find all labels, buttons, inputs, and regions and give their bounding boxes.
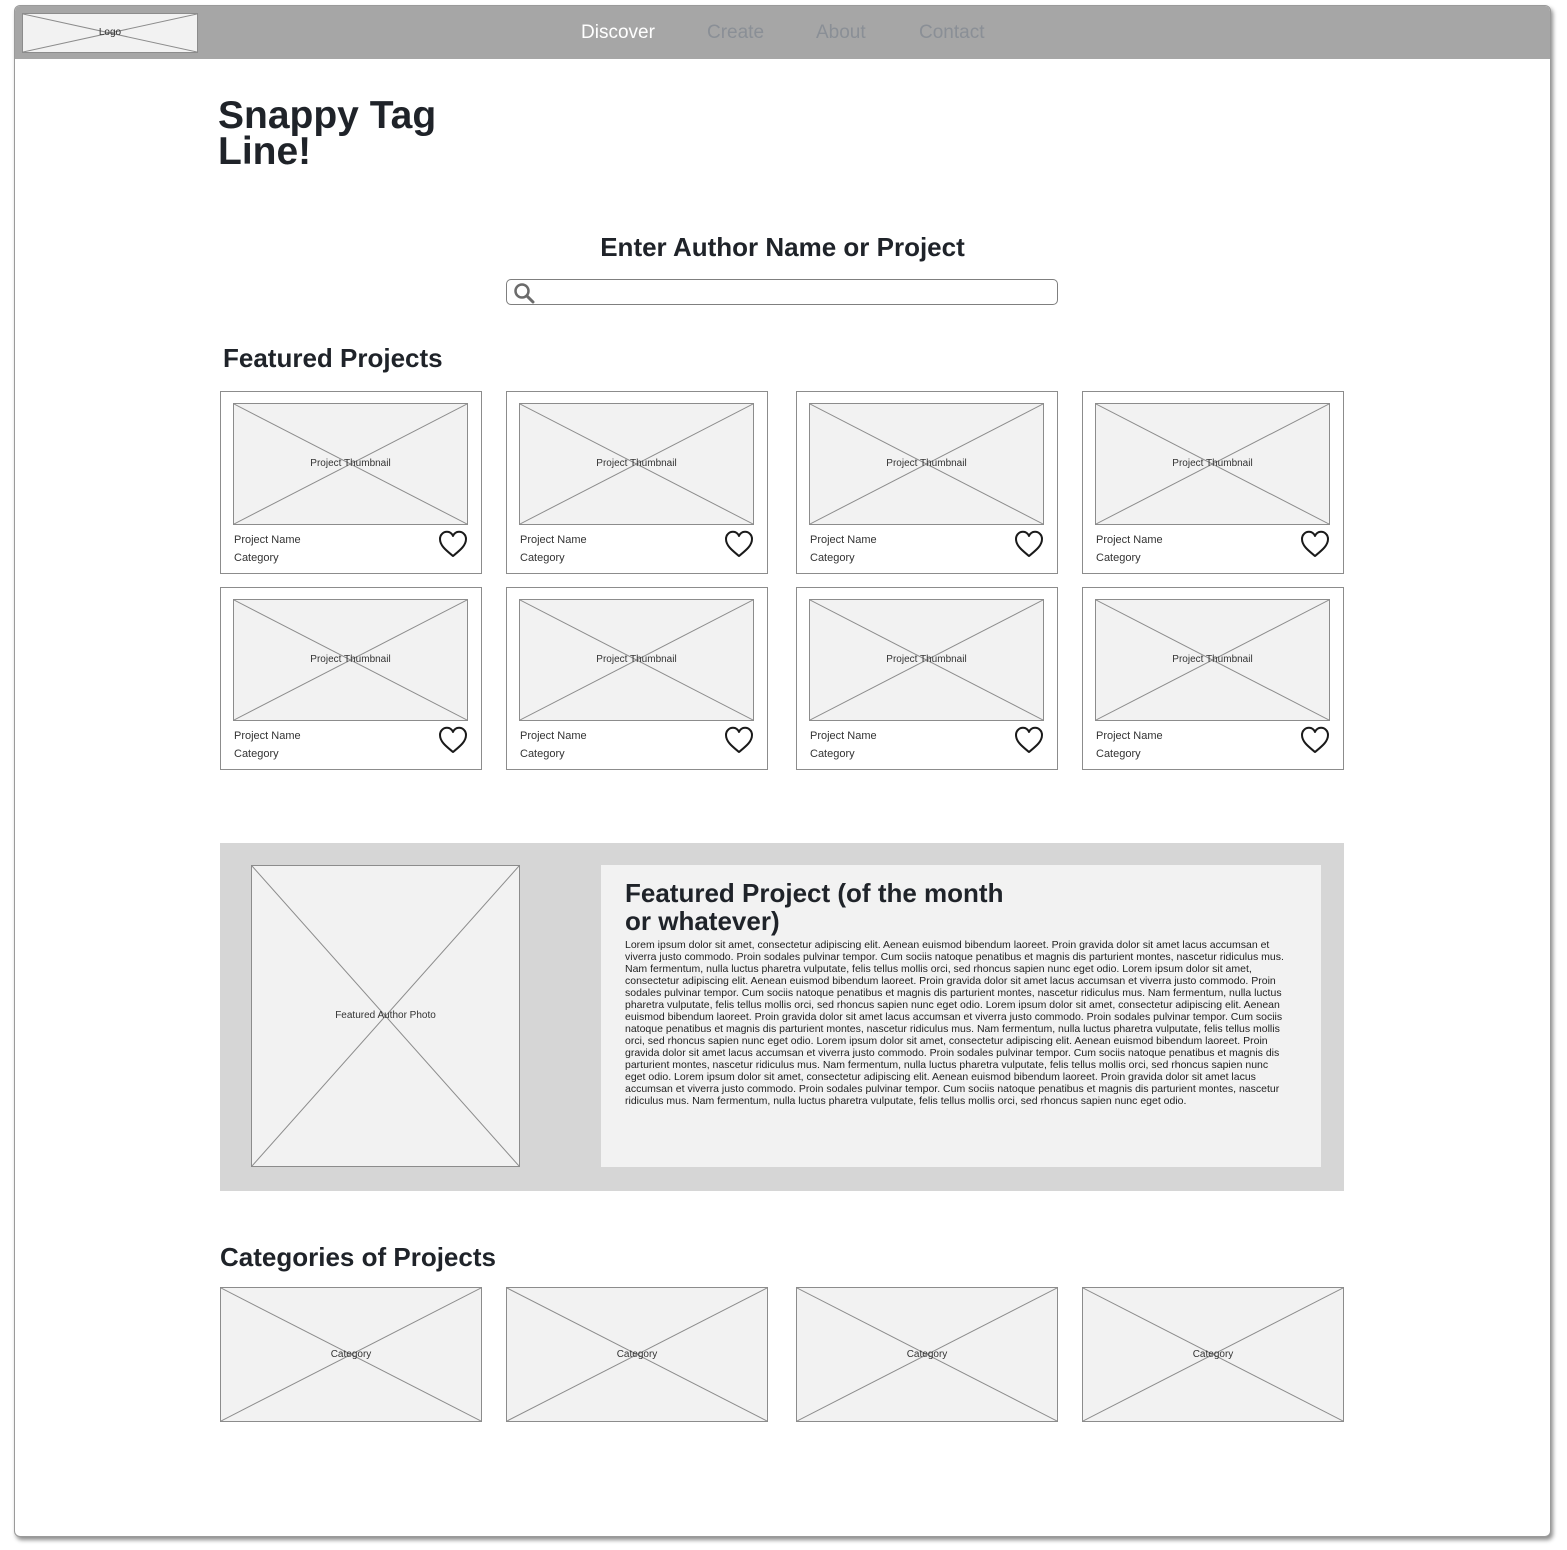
heart-icon[interactable] [1014, 726, 1044, 754]
tagline: Snappy Tag Line! [218, 94, 437, 173]
nav-contact[interactable]: Contact [919, 22, 985, 43]
project-category: Category [810, 748, 855, 760]
project-thumbnail[interactable] [233, 599, 468, 721]
project-card[interactable] [1082, 391, 1344, 574]
category-tile[interactable] [1082, 1287, 1344, 1422]
project-card[interactable] [220, 587, 482, 770]
heart-icon[interactable] [438, 726, 468, 754]
project-card[interactable] [796, 391, 1058, 574]
nav-discover[interactable]: Discover [581, 22, 655, 43]
project-thumbnail-label: Project Thumbnail [1172, 654, 1253, 665]
featured-project-title: Featured Project (of the month or whatever) [625, 878, 1004, 936]
project-thumbnail-label: Project Thumbnail [310, 458, 391, 469]
project-category: Category [1096, 552, 1141, 564]
project-card[interactable] [1082, 587, 1344, 770]
project-card[interactable] [220, 391, 482, 574]
logo-label: Logo [98, 27, 122, 38]
category-tile[interactable] [796, 1287, 1058, 1422]
heart-icon[interactable] [1014, 530, 1044, 558]
search-input[interactable] [539, 282, 1053, 304]
featured-author-photo [251, 865, 520, 1167]
project-name[interactable]: Project Name [1096, 534, 1163, 546]
featured-projects-title: Featured Projects [223, 343, 443, 373]
project-thumbnail-label: Project Thumbnail [596, 458, 677, 469]
project-thumbnail-label: Project Thumbnail [596, 654, 677, 665]
project-thumbnail-label: Project Thumbnail [1172, 458, 1253, 469]
author-photo-label: Featured Author Photo [335, 1010, 436, 1021]
project-name[interactable]: Project Name [810, 730, 877, 742]
project-thumbnail[interactable] [233, 403, 468, 525]
project-name[interactable]: Project Name [234, 730, 301, 742]
categories-title: Categories of Projects [220, 1242, 496, 1272]
category-tile[interactable] [506, 1287, 768, 1422]
top-navbar [15, 6, 1550, 59]
featured-project-description: Lorem ipsum dolor sit amet, consectetur adipiscing elit. Aenean euismod bibendum laoreet. Proin gravida dolor sit amet lacus accumsan et viverra justo commodo. Proin sodales pulvinar tempor. Cum sociis natoque penatibus et magnis dis parturient montes, nascetur ridiculus mus. Nam fermentum, nulla luctus pharetra vulputate, felis tellus mollis orci, sed rhoncus sapien nunc eget odio. Lorem ipsum dolor sit amet, consectetur adipiscing elit. Aenean euismod bibendum laoreet. Proin gravida dolor sit amet lacus accumsan et viverra justo commodo. Proin sodales pulvinar tempor. Cum sociis natoque penatibus et magnis dis parturient montes, nascetur ridiculus mus. Nam fermentum, nulla luctus pharetra vulputate, felis tellus mollis orci, sed rhoncus sapien nunc eget odio. Lorem ipsum dolor sit amet, consectetur adipiscing elit. Aenean euismod bibendum laoreet. Proin gravida dolor sit amet lacus accumsan et viverra justo commodo. Proin sodales pulvinar tempor. Cum sociis natoque penatibus et magnis dis parturient montes, nascetur ridiculus mus. Nam fermentum, nulla luctus pharetra vulputate, felis tellus mollis orci, sed rhoncus sapien nunc eget odio. Lorem ipsum dolor sit amet, consectetur adipiscing elit. Aenean euismod bibendum laoreet. Proin gravida dolor sit amet lacus accumsan et viverra justo commodo. Proin sodales pulvinar tempor. Cum sociis natoque penatibus et magnis dis parturient montes, nascetur ridiculus mus. Nam fermentum, nulla luctus pharetra vulputate, felis tellus mollis orci, sed rhoncus sapien nunc eget odio. Lorem ipsum dolor sit amet, consectetur adipiscing elit. Aenean euismod bibendum laoreet. Proin gravida dolor sit amet lacus accumsan et viverra justo commodo. Proin sodales pulvinar tempor. Cum sociis natoque penatibus et magnis dis parturient montes, nascetur ridiculus mus. Nam fermentum, nulla luctus pharetra vulputate, felis tellus mollis orci, sed rhoncus sapien nunc eget odio. [625, 939, 1284, 1107]
category-tile-label: Category [906, 1348, 948, 1360]
project-thumbnail[interactable] [809, 599, 1044, 721]
heart-icon[interactable] [1300, 726, 1330, 754]
category-tile[interactable] [220, 1287, 482, 1422]
project-thumbnail[interactable] [1095, 403, 1330, 525]
heart-icon[interactable] [438, 530, 468, 558]
project-name[interactable]: Project Name [810, 534, 877, 546]
heart-icon[interactable] [1300, 530, 1330, 558]
browser-frame [14, 5, 1551, 1537]
project-category: Category [1096, 748, 1141, 760]
nav-create[interactable]: Create [707, 22, 765, 43]
project-thumbnail[interactable] [1095, 599, 1330, 721]
featured-project-panel [601, 865, 1321, 1167]
heart-icon[interactable] [724, 530, 754, 558]
featured-month-banner [220, 843, 1344, 1191]
project-card[interactable] [796, 587, 1058, 770]
project-name[interactable]: Project Name [520, 730, 587, 742]
search-heading: Enter Author Name or Project [600, 232, 965, 262]
project-card[interactable] [506, 587, 768, 770]
project-thumbnail[interactable] [519, 599, 754, 721]
category-tile-label: Category [616, 1348, 658, 1360]
project-category: Category [234, 748, 279, 760]
project-card[interactable] [506, 391, 768, 574]
project-thumbnail-label: Project Thumbnail [310, 654, 391, 665]
project-thumbnail-label: Project Thumbnail [886, 458, 967, 469]
project-name[interactable]: Project Name [1096, 730, 1163, 742]
project-thumbnail-label: Project Thumbnail [886, 654, 967, 665]
project-thumbnail[interactable] [519, 403, 754, 525]
heart-icon[interactable] [724, 726, 754, 754]
project-thumbnail[interactable] [809, 403, 1044, 525]
nav-about[interactable]: About [816, 22, 866, 43]
category-tile-label: Category [330, 1348, 372, 1360]
project-category: Category [810, 552, 855, 564]
logo[interactable] [22, 13, 198, 53]
project-category: Category [520, 748, 565, 760]
search-icon[interactable] [513, 282, 535, 304]
category-tile-label: Category [1192, 1348, 1234, 1360]
project-name[interactable]: Project Name [234, 534, 301, 546]
project-category: Category [234, 552, 279, 564]
project-category: Category [520, 552, 565, 564]
project-name[interactable]: Project Name [520, 534, 587, 546]
search-box[interactable] [506, 279, 1058, 305]
